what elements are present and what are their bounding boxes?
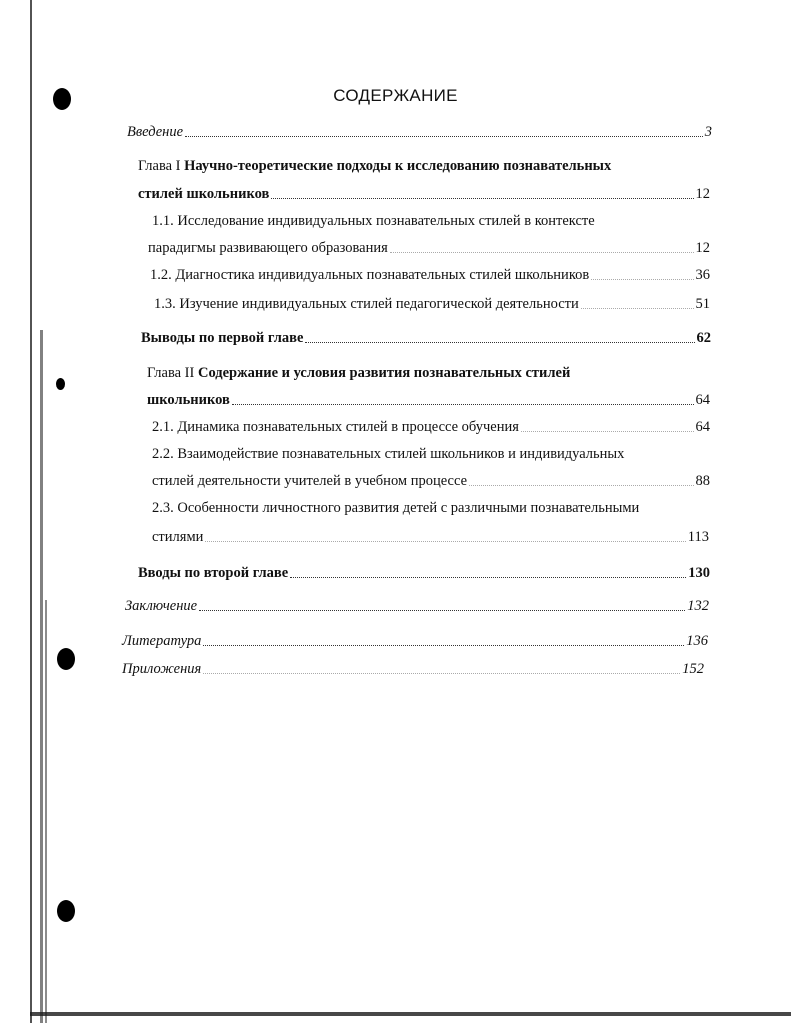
toc-page-number: 62 <box>696 330 711 346</box>
toc-entry-section-2-1[interactable] <box>152 417 710 437</box>
toc-label: Приложения <box>122 661 202 677</box>
toc-page-number: 51 <box>695 296 710 312</box>
toc-entry-chapter1[interactable] <box>138 184 710 204</box>
leader-dots <box>290 563 686 578</box>
toc-label: парадигмы развивающего образования <box>148 240 388 256</box>
toc-entry-section-2-2[interactable] <box>152 471 710 491</box>
toc-entry-chapter1-line1[interactable] <box>138 156 611 176</box>
toc-page-number: 36 <box>695 267 710 283</box>
toc-label: Литература <box>122 633 202 649</box>
leader-dots <box>581 294 694 309</box>
leader-dots <box>305 328 694 343</box>
toc-label: 1.2. Диагностика индивидуальных познавательных стилей школьников <box>150 267 590 283</box>
scan-edge-left <box>30 0 32 1023</box>
toc-entry-conclusions-chapter1[interactable] <box>141 328 711 348</box>
toc-entry-section-1-2[interactable] <box>150 265 710 285</box>
toc-entry-conclusion[interactable] <box>125 596 709 616</box>
toc-entry-section-2-3-line1[interactable]: 2.3. Особенности личностного развития детей с различными познавательными <box>152 500 640 516</box>
toc-page-number: 12 <box>695 240 710 256</box>
toc-page-number: 136 <box>686 633 708 649</box>
toc-entry-section-2-2-line1[interactable]: 2.2. Взаимодействие познавательных стилей школьников и индивидуальных <box>152 446 625 462</box>
punch-hole-bottom <box>57 900 75 922</box>
toc-entry-literature[interactable] <box>122 631 708 651</box>
leader-dots <box>390 238 694 253</box>
punch-hole-middle <box>56 378 65 390</box>
scan-edge-bottom <box>30 1012 791 1016</box>
leader-dots <box>185 122 703 137</box>
toc-page-number: 88 <box>695 473 710 489</box>
toc-label: 1.3. Изучение индивидуальных стилей педагогической деятельности <box>154 296 579 312</box>
toc-page-number: 64 <box>695 392 710 408</box>
toc-entry-section-1-1[interactable] <box>148 238 710 258</box>
toc-page-number: 130 <box>688 565 710 581</box>
punch-hole-lower <box>57 648 75 670</box>
scan-edge-left-inner <box>40 330 43 1023</box>
chapter-prefix: Глава I <box>138 158 181 174</box>
toc-page-number: 64 <box>695 419 710 435</box>
toc-page-number: 113 <box>687 529 709 545</box>
leader-dots <box>521 417 694 432</box>
page-title: СОДЕРЖАНИЕ <box>333 86 458 105</box>
toc-label: стилями <box>152 529 204 545</box>
chapter-heading: Научно-теоретические подходы к исследованию познавательных <box>184 158 612 174</box>
scan-edge-left-inner2 <box>45 600 47 1023</box>
toc-page-number: 152 <box>682 661 704 677</box>
toc-entry-chapter2-line1[interactable] <box>147 363 570 383</box>
toc-label: 2.1. Динамика познавательных стилей в процессе обучения <box>152 419 519 435</box>
leader-dots <box>271 184 693 199</box>
leader-dots <box>203 631 684 646</box>
toc-page-number: 3 <box>704 124 712 140</box>
toc-label: стилей школьников <box>138 186 270 202</box>
toc-label: стилей деятельности учителей в учебном процессе <box>152 473 468 489</box>
toc-label: Заключение <box>125 598 198 614</box>
toc-label: школьников <box>147 392 230 408</box>
toc-label: Введение <box>127 124 184 140</box>
chapter-heading: Содержание и условия развития познавательных стилей <box>197 365 571 381</box>
toc-entry-section-1-3[interactable] <box>154 294 710 314</box>
leader-dots <box>199 596 685 611</box>
leader-dots <box>232 390 694 405</box>
leader-dots <box>205 527 685 542</box>
toc-label: Вводы по второй главе <box>138 565 289 581</box>
toc-entry-section-1-1-line1[interactable]: 1.1. Исследование индивидуальных познавательных стилей в контексте <box>152 213 595 229</box>
toc-entry-conclusions-chapter2[interactable] <box>138 563 710 583</box>
toc-entry-section-2-3[interactable] <box>152 527 709 547</box>
leader-dots <box>203 659 680 674</box>
leader-dots <box>469 471 693 486</box>
leader-dots <box>591 265 693 280</box>
toc-page-number: 132 <box>687 598 709 614</box>
toc-label: Выводы по первой главе <box>141 330 304 346</box>
toc-entry-chapter2[interactable] <box>147 390 710 410</box>
chapter-prefix: Глава II <box>147 365 195 381</box>
toc-entry-appendices[interactable] <box>122 659 704 679</box>
toc-page-number: 12 <box>695 186 710 202</box>
toc-entry-introduction[interactable] <box>127 122 712 142</box>
